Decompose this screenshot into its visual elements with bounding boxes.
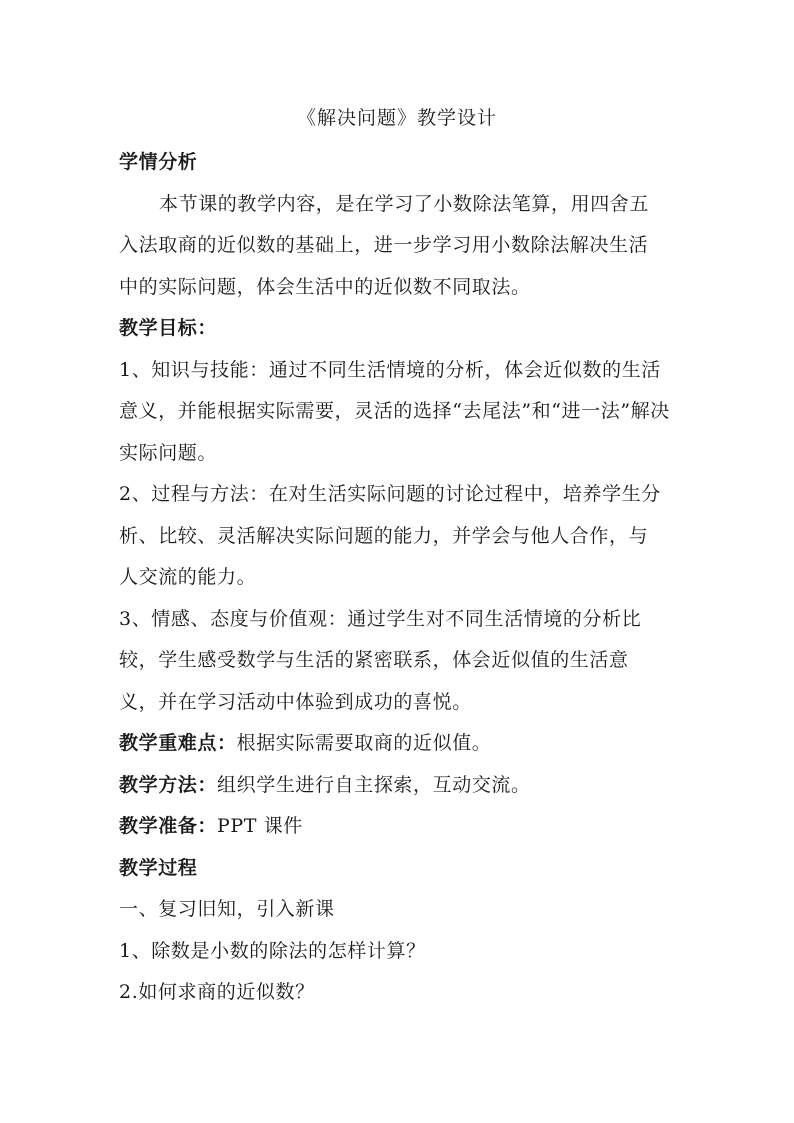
key-points-line: [119, 723, 679, 765]
heading-xueqing: 学情分析: [119, 151, 198, 173]
goal-line: 2、过程与方法：在对生活实际问题的讨论过程中，培养学生分: [119, 483, 661, 505]
key-points-label: 教学重难点：: [119, 732, 237, 754]
paragraph-line: 中的实际问题，体会生活中的近似数不同取法。: [119, 275, 531, 298]
method-line: [119, 765, 679, 807]
method-label: 教学方法：: [119, 773, 218, 796]
question-line: 2.如何求商的近似数？: [119, 981, 315, 1003]
prep-text: PPT 课件: [217, 815, 303, 837]
key-points-text: 根据实际需要取商的近似值。: [236, 732, 492, 754]
step-heading: 一、复习旧知，引入新课: [119, 898, 335, 920]
document-body: [119, 142, 679, 1014]
prep-label: 教学准备：: [119, 815, 218, 837]
prep-line: [119, 806, 679, 848]
goal-line: 意义，并能根据实际需要，灵活的选择“去尾法”和“进一法”解决: [119, 400, 670, 422]
paragraph-line: 入法取商的近似数的基础上，进一步学习用小数除法解决生活: [119, 234, 649, 256]
heading-mubiao: 教学目标：: [119, 317, 218, 339]
paragraph-line: 本节课的教学内容，是在学习了小数除法笔算，用四舍五: [159, 192, 650, 215]
document-title: 《解决问题》教学设计: [296, 107, 497, 129]
goal-line: 人交流的能力。: [119, 566, 257, 588]
method-text: 组织学生进行自主探索，互动交流。: [217, 773, 531, 796]
goal-line: 1、知识与技能：通过不同生活情境的分析，体会近似数的生活: [119, 358, 661, 381]
goal-line: 3、情感、态度与价值观：通过学生对不同生活情境的分析比: [119, 607, 642, 630]
goal-line: 较，学生感受数学与生活的紧密联系，体会近似值的生活意: [119, 649, 629, 671]
goal-line: 义，并在学习活动中体验到成功的喜悦。: [119, 690, 472, 713]
heading-process: 教学过程: [119, 856, 198, 879]
goal-line: 实际问题。: [119, 441, 218, 464]
question-line: 1、除数是小数的除法的怎样计算？: [119, 939, 426, 962]
goal-line: 析、比较、灵活解决实际问题的能力，并学会与他人合作，与: [119, 524, 649, 547]
